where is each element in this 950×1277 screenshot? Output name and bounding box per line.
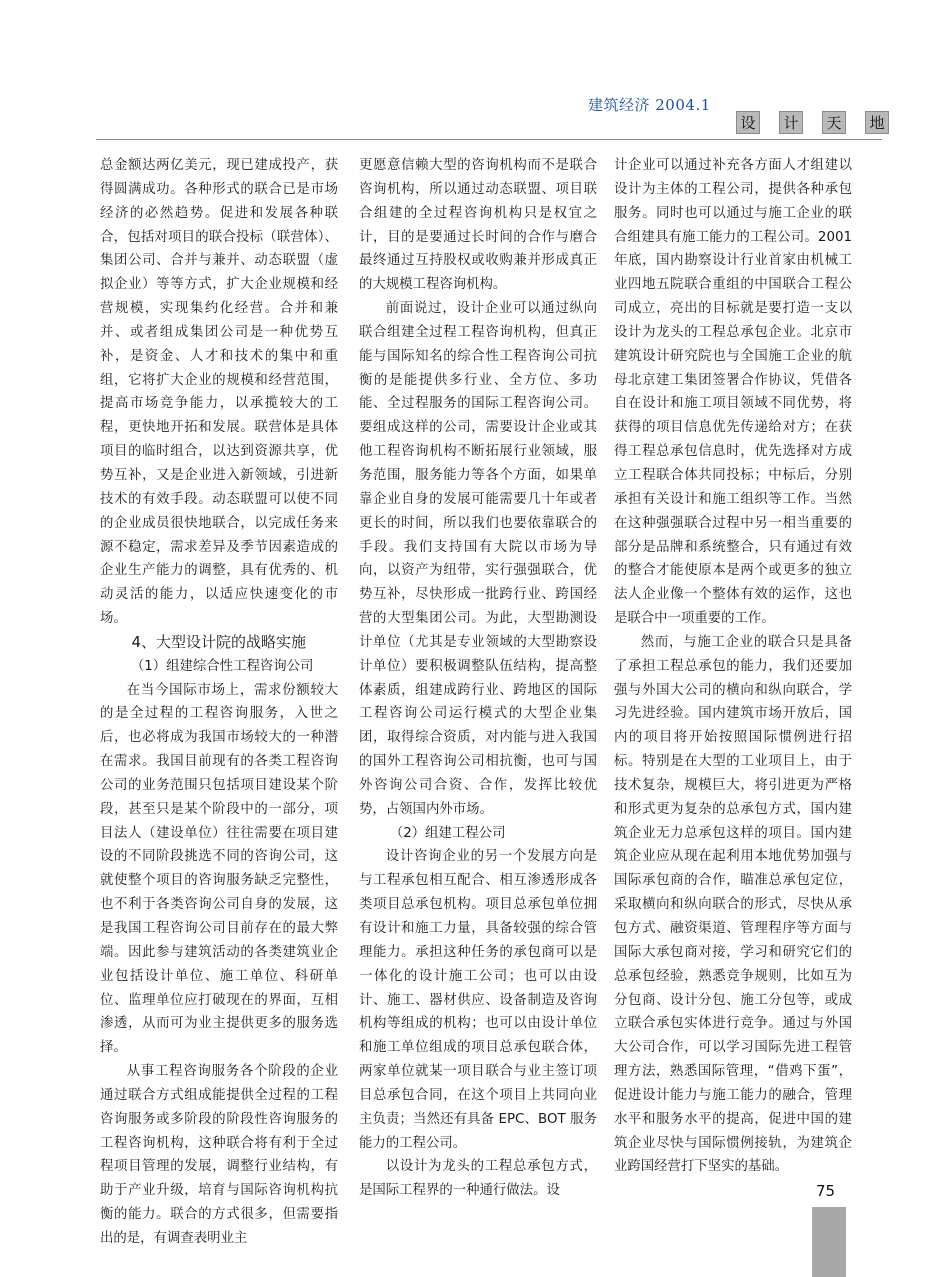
section-char: 天 [822,111,846,134]
paragraph: 计企业可以通过补充各方面人才组建以设计为主体的工程公司，提供各种承包服务。同时也可以通过与施工企业的联合组建具有施工能力的工程公司。2001 年底，国内勘察设计行业首家由机械工业四地五院联合重组的中国联合工程公司成立，亮出的目标就是要打造一支以设计为龙头的工程总承包企业。北京市建筑设计研究院也与全国施工企业的航母北京建工集团签署合作协议，凭借各自在设计和施工项目领域不同优势，将获得的项目信息优先传递给对方；在获得工程总承包信息时，优先选择对方成立工程联合体共同投标；中标后，分别承担有关设计和施工组织等工作。当然在这种强强联合过程中另一相当重要的部分是品牌和系统整合，只有通过有效的整合才能使原本是两个或更多的独立法人企业像一个整体有效的运作，这也是联合中一项重要的工作。 [614,158,852,627]
section-heading: 4、大型设计院的战略实施 [131,632,307,651]
paragraph: 以设计为龙头的工程总承包方式，是国际工程界的一种通行做法。设 [359,1159,597,1199]
section-title [736,111,889,134]
section-char: 设 [736,111,760,134]
column-left [100,154,338,1251]
paragraph: 前面说过，设计企业可以通过纵向联合组建全过程工程咨询机构，但真正能与国际知名的综合性工程咨询公司抗衡的是能提供多行业、全方位、多功能、全过程服务的国际工程咨询公司。要组成这样的公司，需要设计企业或其他工程咨询机构不断拓展行业领域，服务范围，服务能力等各个方面，如果单靠企业自身的发展可能需要几十年或者更长的时间，所以我们也要依靠联合的手段。我们支持国有大院以市场为导向，以资产为纽带，实行强强联合，优势互补，尽快形成一批跨行业、跨国经营的大型集团公司。为此，大型勘测设计单位（尤其是专业领域的大型勘察设计单位）要积极调整队伍结构，提高整体素质，组建成跨行业、跨地区的国际工程咨询公司运行模式的大型企业集团，取得综合资质，对内能与进入我国的国外工程咨询公司相抗衡，也可与国外咨询公司合资、合作，发挥比较优势，占领国内外市场。 [359,301,597,817]
paragraph: 然而，与施工企业的联合只是具备了承担工程总承包的能力，我们还要加强与外国大公司的横向和纵向联合，学习先进经验。国内建筑市场开放后，国内的项目将开始按照国际惯例进行招标。特别是在大型的工业项目上，由于技术复杂，规模巨大，将引进更为严格和形式更为复杂的总承包方式，国内建筑企业无力总承包这样的项目。国内建筑企业应从现在起利用本地优势加强与国际承包商的合作，瞄准总承包定位，采取横向和纵向联合的形式，尽快从承包方式、融资渠道、管理程序等方面与国际大承包商对接，学习和研究它们的总承包经验，熟悉竞争规则，比如互为分包商、设计分包、施工分包等，或成立联合承包实体进行竞争。通过与外国大公司合作，可以学习国际先进工程管理方法，熟悉国际管理，“借鸡下蛋”，促进设计能力与施工能力的融合，管理水平和服务水平的提高，促进中国的建筑企业尽快与国际惯例接轨，为建筑企业跨国经营打下坚实的基础。 [614,634,852,1175]
paragraph: 在当今国际市场上，需求份额较大的是全过程的工程咨询服务，入世之后，也必将成为我国市场较大的一种潜在需求。我国目前现有的各类工程咨询公司的业务范围只包括项目建设某个阶段，甚至只是某个阶段中的一部分，项目法人（建设单位）往往需要在项目建设的不同阶段挑选不同的咨询公司，这就使整个项目的咨询服务缺乏完整性，也不利于各类咨询公司自身的发展，这是我国工程咨询公司目前存在的最大弊端。因此参与建筑活动的各类建筑业企业包括设计单位、施工单位、科研单位、监理单位应打破现在的界面，互相渗透，从而可为业主提供更多的服务选择。 [100,682,338,1056]
subsection-heading: （2）组建工程公司 [389,825,506,841]
paragraph: 设计咨询企业的另一个发展方向是与工程承包相互配合、相互渗透形成各类项目总承包机构。项目总承包单位拥有设计和施工力量，具备较强的综合管理能力。承担这种任务的承包商可以是一体化的设计施工公司；也可以由设计、施工、器材供应、设备制造及咨询机构等组成的机构；也可以由设计单位和施工单位组成的项目总承包联合体，两家单位就某一项目联合与业主签订项目总承包合同，在这个项目上共同向业主负责；当然还有具备 EPC、BOT 服务能力的工程公司。 [359,849,597,1151]
header-rule [96,139,882,140]
section-char: 地 [865,111,889,134]
section-char: 计 [779,111,803,134]
paragraph: 从事工程咨询服务各个阶段的企业通过联合方式组成能提供全过程的工程咨询服务或多阶段的阶段性咨询服务的工程咨询机构，这种联合将有利于全过程项目管理的发展，调整行业结构，有助于产业升级，培育与国际咨询机构抗衡的能力。联合的方式很多，但需要指出的是，有调查表明业主 [100,1064,338,1246]
journal-title: 建筑经济 2004.1 [588,96,711,114]
subsection-heading: （1）组建综合性工程咨询公司 [130,658,314,674]
paragraph: 总金额达两亿美元，现已建成投产，获得圆满成功。各种形式的联合已是市场经济的必然趋势。促进和发展各种联合，包括对项目的联合投标（联营体）、集团公司、合并与兼并、动态联盟（虚拟企业）等等方式，扩大企业规模和经营规模，实现集约化经营。合并和兼并、或者组成集团公司是一种优势互补，是资金、人才和技术的集中和重组，它将扩大企业的规模和经营范围，提高市场竞争能力，以承揽较大的工程，更快地开拓和发展。联营体是具体项目的临时组合，以达到资源共享，优势互补，又是企业进入新领域，引进新技术的有效手段。动态联盟可以使不同的企业成员很快地联合，以完成任务来源不稳定，需求差异及季节因素造成的企业生产能力的调整，具有优秀的、机动灵活的能力，以适应快速变化的市场。 [100,158,338,627]
page-number: 75 [816,1182,836,1200]
column-right [614,154,852,1179]
page-tab-bar [812,1207,846,1277]
column-middle [359,154,597,1203]
paragraph: 更愿意信赖大型的咨询机构而不是联合咨询机构，所以通过动态联盟、项目联合组建的全过程咨询机构只是权宜之计，目的是要通过长时间的合作与磨合最终通过互持股权或收购兼并形成真正的大规模工程咨询机构。 [359,158,597,293]
